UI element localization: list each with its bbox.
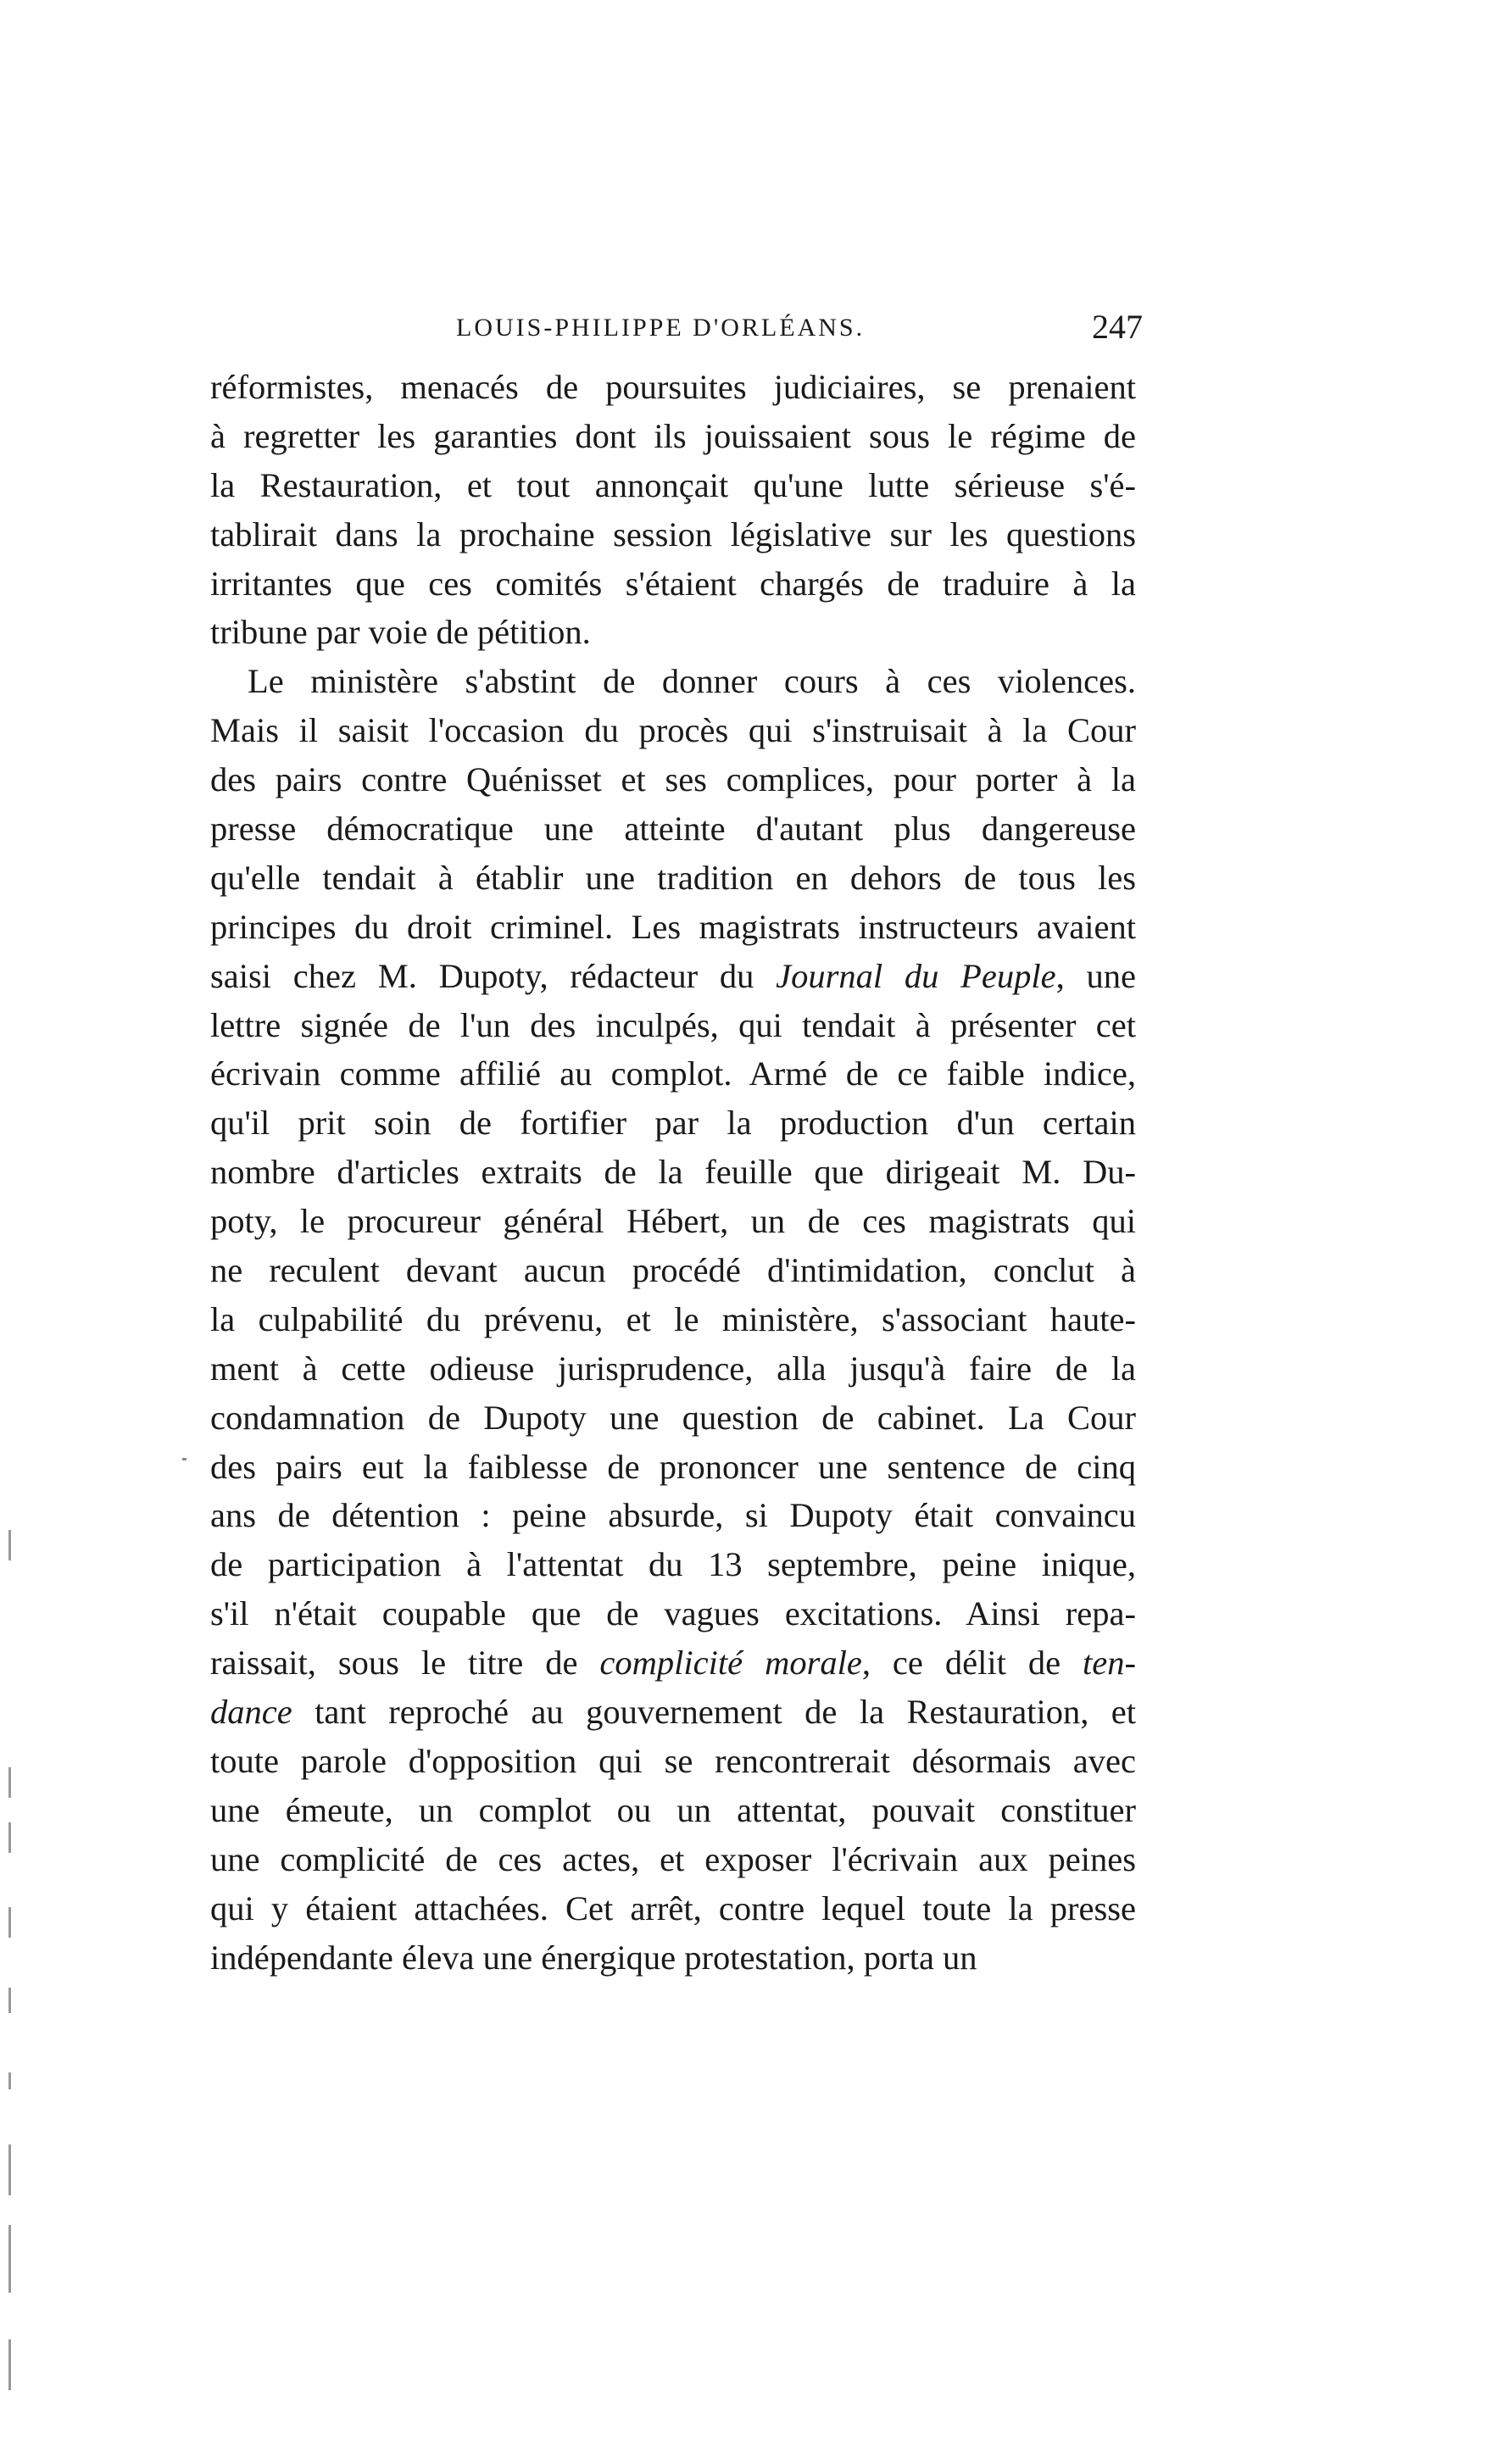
text-line: qui y étaient attachées. Cet arrêt, contre lequel toute la presse: [210, 1888, 1136, 1927]
text-line: ans de détention : peine absurde, si Dupoty était convaincu: [210, 1496, 1136, 1535]
margin-mark: [8, 2072, 11, 2089]
margin-mark: [8, 1530, 11, 1560]
text-line: lettre signée de l'un des inculpés, qui tendait à présenter cet: [210, 1005, 1136, 1044]
text-line: condamnation de Dupoty une question de cabinet. La Cour: [210, 1398, 1136, 1437]
text-line: saisi chez M. Dupoty, rédacteur du Journal du Peuple, une: [210, 956, 1136, 995]
italic-phrase: dance: [210, 1693, 292, 1732]
text-line: à regretter les garanties dont ils jouissaient sous le régime de: [210, 416, 1136, 455]
margin-mark: [8, 2144, 11, 2195]
text-line: qu'il prit soin de fortifier par la production d'un certain: [210, 1104, 1136, 1143]
text-line: la Restauration, et tout annonçait qu'une lutte sérieuse s'é-: [210, 465, 1136, 504]
text-line: des pairs eut la faiblesse de prononcer une sentence de cinq: [210, 1447, 1136, 1486]
margin-mark: [8, 1822, 11, 1853]
margin-mark: [8, 2225, 11, 2293]
text-line: une complicité de ces actes, et exposer l'écrivain aux peines: [210, 1839, 1136, 1878]
text-line: nombre d'articles extraits de la feuille que dirigeait M. Du-: [210, 1153, 1136, 1192]
text-line: de participation à l'attentat du 13 septembre, peine inique,: [210, 1545, 1136, 1584]
text-line: poty, le procureur général Hébert, un de ces magistrats qui: [210, 1202, 1136, 1241]
text-line: s'il n'était coupable que de vagues excitations. Ainsi repa-: [210, 1594, 1136, 1633]
text-line: Le ministère s'abstint de donner cours à ces violences.: [248, 662, 1136, 701]
italic-phrase: ten-: [1083, 1644, 1136, 1683]
running-head: [210, 307, 1143, 358]
text-line: Mais il saisit l'occasion du procès qui s'instruisait à la Cour: [210, 711, 1136, 750]
text-line: ne reculent devant aucun procédé d'intimidation, conclut à: [210, 1251, 1136, 1290]
text-line: réformistes, menacés de poursuites judiciaires, se prenaient: [210, 368, 1136, 406]
text-line: presse démocratique une atteinte d'autant plus dangereuse: [210, 809, 1136, 848]
text-line: des pairs contre Quénisset et ses complices, pour porter à la: [210, 760, 1136, 799]
text-line: qu'elle tendait à établir une tradition en dehors de tous les: [210, 858, 1136, 897]
body-text: [210, 363, 1136, 1982]
text-line: la culpabilité du prévenu, et le ministère, s'associant haute-: [210, 1299, 1136, 1338]
running-title: LOUIS-PHILIPPE D'ORLÉANS.: [456, 314, 866, 342]
margin-mark: [182, 1458, 186, 1460]
margin-mark: [8, 1907, 11, 1938]
text-line: principes du droit criminel. Les magistrats instructeurs avaient: [210, 907, 1136, 946]
page-number: 247: [1092, 308, 1143, 346]
margin-mark: [8, 1988, 11, 2013]
text-line: tribune par voie de pétition.: [210, 613, 591, 652]
italic-phrase: complicité morale: [599, 1644, 862, 1683]
text-line: dance tant reproché au gouvernement de la Restauration, et: [210, 1693, 1136, 1732]
text-line: irritantes que ces comités s'étaient chargés de traduire à la: [210, 564, 1136, 603]
text-line: écrivain comme affilié au complot. Armé de ce faible indice,: [210, 1054, 1136, 1093]
text-line: ment à cette odieuse jurisprudence, alla jusqu'à faire de la: [210, 1349, 1136, 1388]
italic-phrase: Journal du Peuple: [776, 956, 1056, 995]
margin-mark: [8, 2339, 11, 2390]
text-line: indépendante éleva une énergique protestation, porta un: [210, 1938, 977, 1977]
text-line: raissait, sous le titre de complicité morale, ce délit de ten-: [210, 1644, 1136, 1683]
text-line: une émeute, un complot ou un attentat, pouvait constituer: [210, 1790, 1136, 1829]
margin-mark: [8, 1767, 11, 1798]
text-line: toute parole d'opposition qui se rencontrerait désormais avec: [210, 1741, 1136, 1780]
text-line: tablirait dans la prochaine session législative sur les questions: [210, 514, 1136, 553]
